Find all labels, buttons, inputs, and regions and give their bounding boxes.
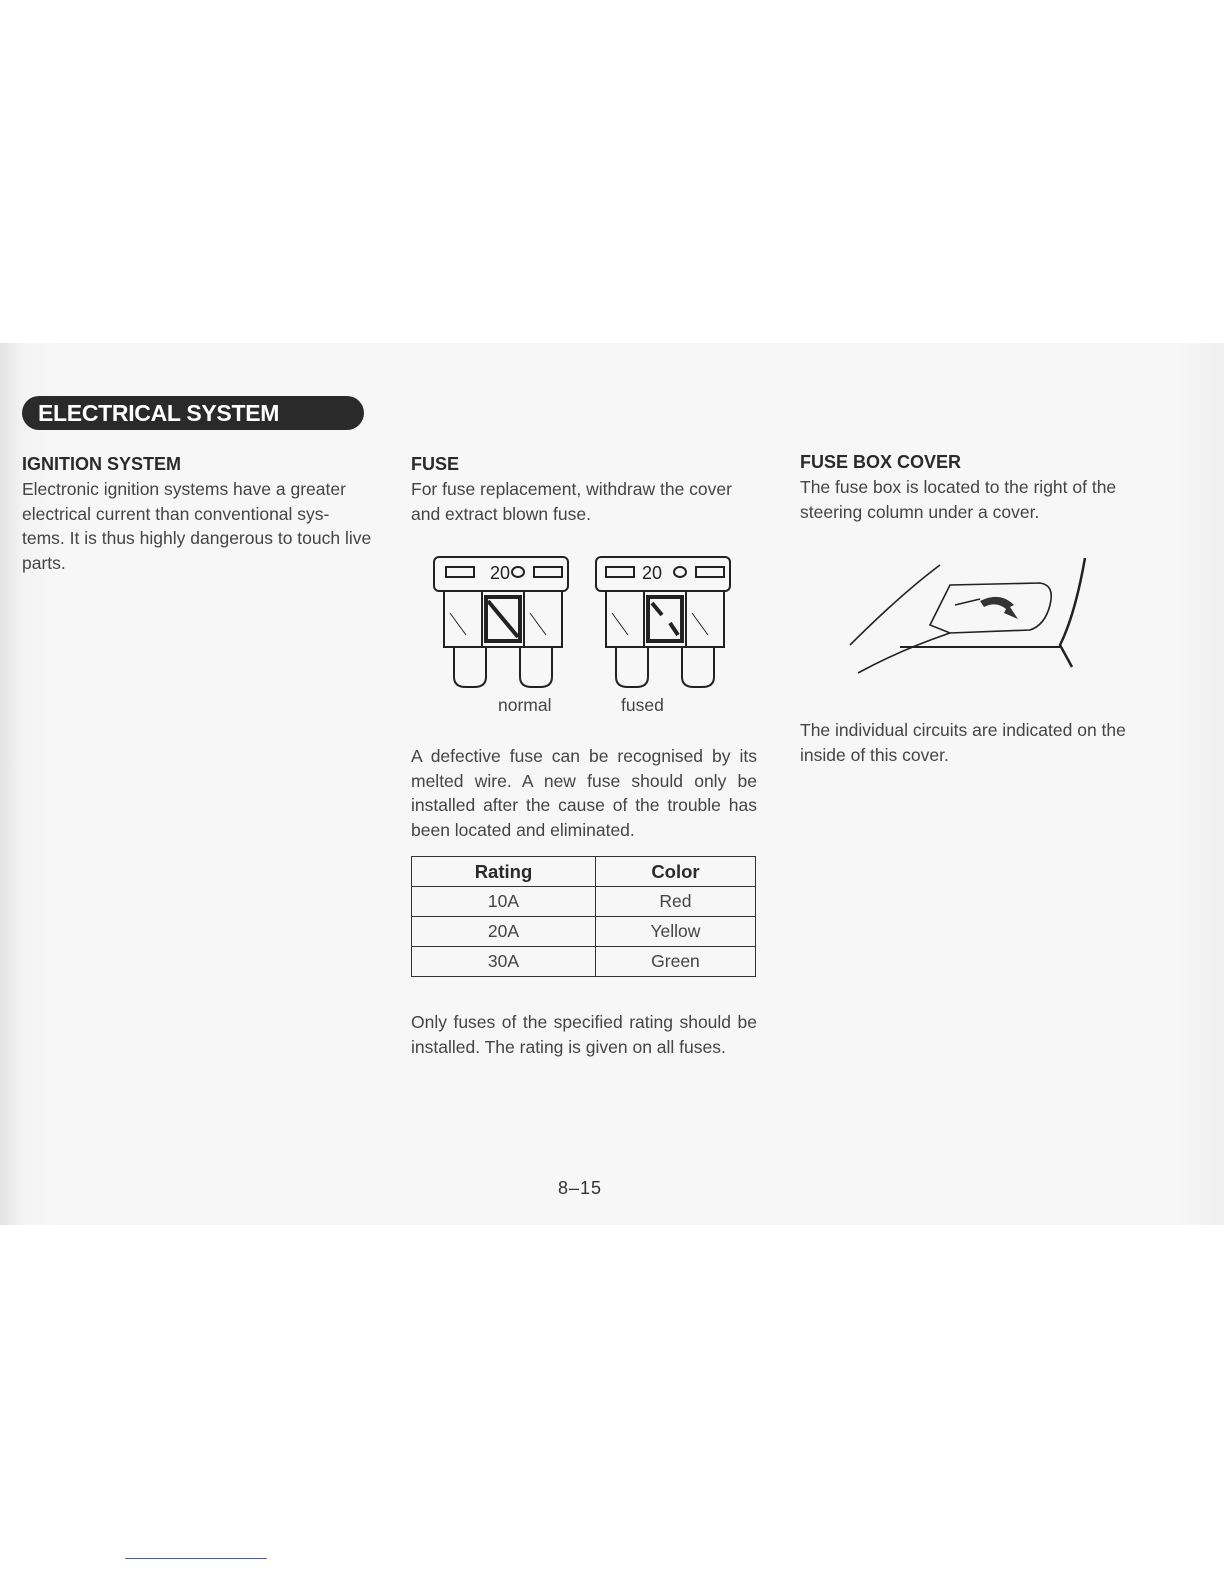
fuse-box-cover-body: The fuse box is located to the right of the steering column under a cover.: [800, 477, 1117, 522]
circuits-note: The individual circuits are indicated on the inside of this cover.: [800, 720, 1126, 765]
rating-column-header: Rating: [412, 857, 596, 887]
fuse-rating-table: [411, 856, 756, 977]
fused-fuse-label: fused: [621, 695, 664, 715]
fuse-box-cover-illustration: [840, 555, 1100, 685]
fuse-box-cover-section: [800, 451, 1150, 524]
fuse-rating-note: Only fuses of the specified rating should be installed. The rating is given on all fuses.: [411, 1012, 757, 1057]
ignition-heading: IGNITION SYSTEM: [22, 454, 182, 474]
color-cell: Yellow: [595, 917, 755, 947]
footer-divider: [125, 1558, 267, 1559]
rating-cell: 30A: [412, 947, 596, 977]
rating-cell: 10A: [412, 887, 596, 917]
section-title: ELECTRICAL SYSTEM: [22, 396, 364, 430]
ignition-body: Electronic ignition systems have a greater electrical current than conventional sys-tems. It is thus highly dangerous to touch live parts.: [22, 479, 372, 573]
table-row: [412, 917, 756, 947]
fuse-section: [411, 453, 757, 526]
normal-fuse-label: normal: [498, 695, 552, 715]
fuse-box-cover-heading: FUSE BOX COVER: [800, 452, 962, 472]
color-cell: Red: [595, 887, 755, 917]
defective-fuse-text: A defective fuse can be recognised by its melted wire. A new fuse should only be installed after the cause of the trouble has been located and eliminated.: [411, 746, 757, 840]
table-header-row: [412, 857, 756, 887]
ignition-section: [22, 453, 372, 575]
fuse-intro: For fuse replacement, withdraw the cover and extract blown fuse.: [411, 479, 732, 524]
table-row: [412, 887, 756, 917]
table-row: [412, 947, 756, 977]
normal-fuse-marking: 20: [490, 563, 511, 583]
blown-fuse-drawing: [596, 557, 730, 687]
color-cell: Green: [595, 947, 755, 977]
rating-cell: 20A: [412, 917, 596, 947]
color-column-header: Color: [595, 857, 755, 887]
fuse-heading: FUSE: [411, 454, 460, 474]
blown-fuse-marking: 20: [642, 563, 663, 583]
fuse-illustration: [430, 553, 740, 698]
page-number: 8–15: [558, 1178, 603, 1198]
arrow-icon: [980, 597, 1018, 619]
